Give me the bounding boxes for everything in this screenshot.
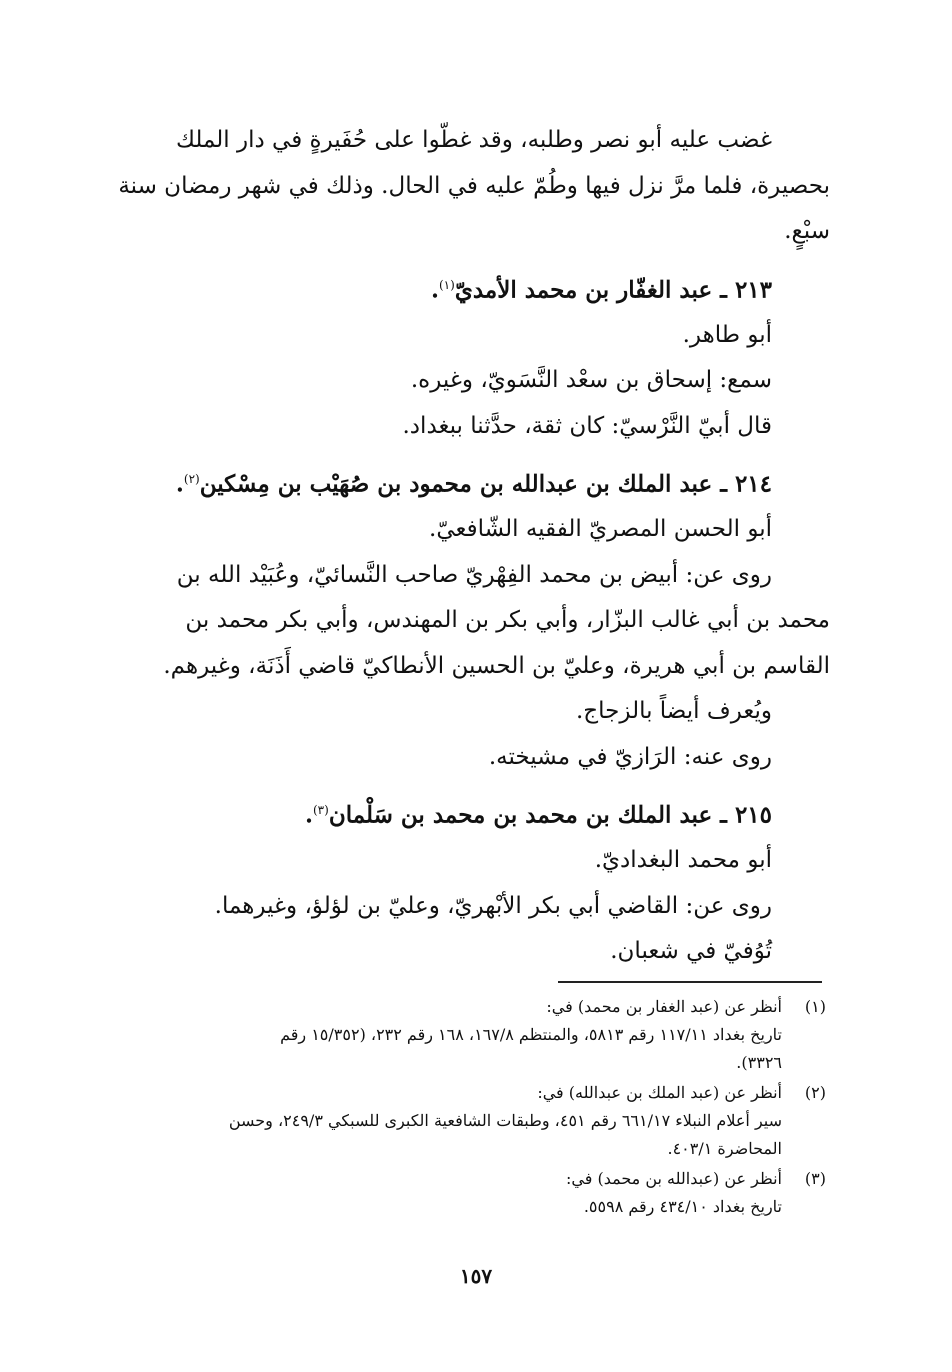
intro-line-2: بحصيرة، فلما مرَّ نزل فيها وطُمّ عليه في الحال. وذلك في شهر رمضان سنة (118, 172, 830, 199)
footnote-3 (108, 1165, 830, 1221)
footnote-1 (108, 993, 830, 1077)
footnote-line: المحاضرة ٤٠٣/١. (667, 1139, 782, 1158)
footnote-line: تاريخ بغداد ٤٣٤/١٠ رقم ٥٥٩٨. (583, 1197, 782, 1216)
entry-213-heading-end: . (430, 276, 439, 304)
entry-214-narrated-2: محمد بن أبي غالب البزّار، وأبي بكر بن المهندس، وأبي بكر محمد بن (185, 607, 830, 634)
entry-214-narrated-1: روى عن: أبيض بن محمد الفِهْريّ صاحب النَّسائيّ، وعُبَيْد الله بن (176, 561, 772, 588)
entry-213-heading (108, 263, 830, 313)
intro-line-3: سبْعٍ. (784, 218, 830, 244)
footnote-2 (108, 1079, 830, 1163)
entry-214-known: ويُعرف أيضاً بالزجاج. (576, 698, 772, 725)
entry-214-heading-end: . (175, 470, 184, 498)
footnote-separator (558, 981, 822, 983)
entry-213-said: قال أبيّ النَّرْسيّ: كان ثقة، حدَّثنا ببغداد. (402, 412, 772, 439)
footnote-number: (١) (804, 997, 826, 1016)
footnote-ref-1[interactable]: (١) (438, 277, 455, 292)
entry-215-narrated: روى عن: القاضي أبي بكر الأبْهريّ، وعليّ بن لؤلؤ، وغيرهما. (214, 892, 772, 919)
entry-215-heading (108, 788, 830, 838)
entry-214-title: ٢١٤ ـ عبد الملك بن عبدالله بن محمود بن صُهَيْب بن مِسْكين (199, 470, 772, 498)
footnote-line: تاريخ بغداد ١١٧/١١ رقم ٥٨١٣، والمنتظم ١٦٧/٨، ١٦٨ رقم ٢٣٢، (١٥/٣٥٢ رقم (280, 1025, 782, 1044)
footnote-number: (٣) (804, 1169, 826, 1188)
footnote-line: سير أعلام النبلاء ٦٦١/١٧ رقم ٤٥١، وطبقات الشافعية الكبرى للسبكي ٢٤٩/٣، وحسن (228, 1111, 782, 1130)
entry-214-kunya: أبو الحسن المصريّ الفقيه الشّافعيّ. (429, 516, 772, 543)
entry-213-title: ٢١٣ ـ عبد الغفّار بن محمد الأمديّ (454, 276, 772, 304)
footnote-line: أنظر عن (عبدالله بن محمد) في: (565, 1169, 782, 1188)
entry-215-kunya: أبو محمد البغداديّ. (594, 847, 772, 874)
main-text (108, 118, 830, 975)
footnote-ref-2[interactable]: (٢) (183, 472, 200, 487)
entry-214-heading (108, 457, 830, 507)
entry-215-heading-end: . (304, 801, 313, 829)
entry-213-heard: سمع: إسحاق بن سعْد النَّسَويّ، وغيره. (410, 367, 772, 394)
footnote-line: ٣٣٢٦). (736, 1053, 782, 1072)
entry-215-title: ٢١٥ ـ عبد الملك بن محمد بن محمد بن سَلْمان (328, 801, 772, 829)
footnote-line: أنظر عن (عبد الغفار بن محمد) في: (546, 997, 782, 1016)
entry-215-death: تُوُفيّ في شعبان. (610, 938, 772, 965)
entry-213-kunya: أبو طاهر. (682, 321, 772, 348)
footnote-number: (٢) (804, 1083, 826, 1102)
footnote-ref-3[interactable]: (٣) (312, 803, 329, 818)
entry-214-narrated-3: القاسم بن أبي هريرة، وعليّ بن الحسين الأنطاكيّ قاضي أَذَنَة، وغيرهم. (163, 652, 830, 679)
footnotes (108, 993, 830, 1223)
entry-214-narrated-from: روى عنه: الرَازيّ في مشيخته. (488, 743, 772, 770)
footnote-line: أنظر عن (عبد الملك بن عبدالله) في: (537, 1083, 782, 1102)
page-number: ١٥٧ (459, 1264, 493, 1288)
intro-line-1: غضب عليه أبو نصر وطلبه، وقد غطّوا على حُفَيرةٍ في دار الملك (175, 127, 772, 153)
